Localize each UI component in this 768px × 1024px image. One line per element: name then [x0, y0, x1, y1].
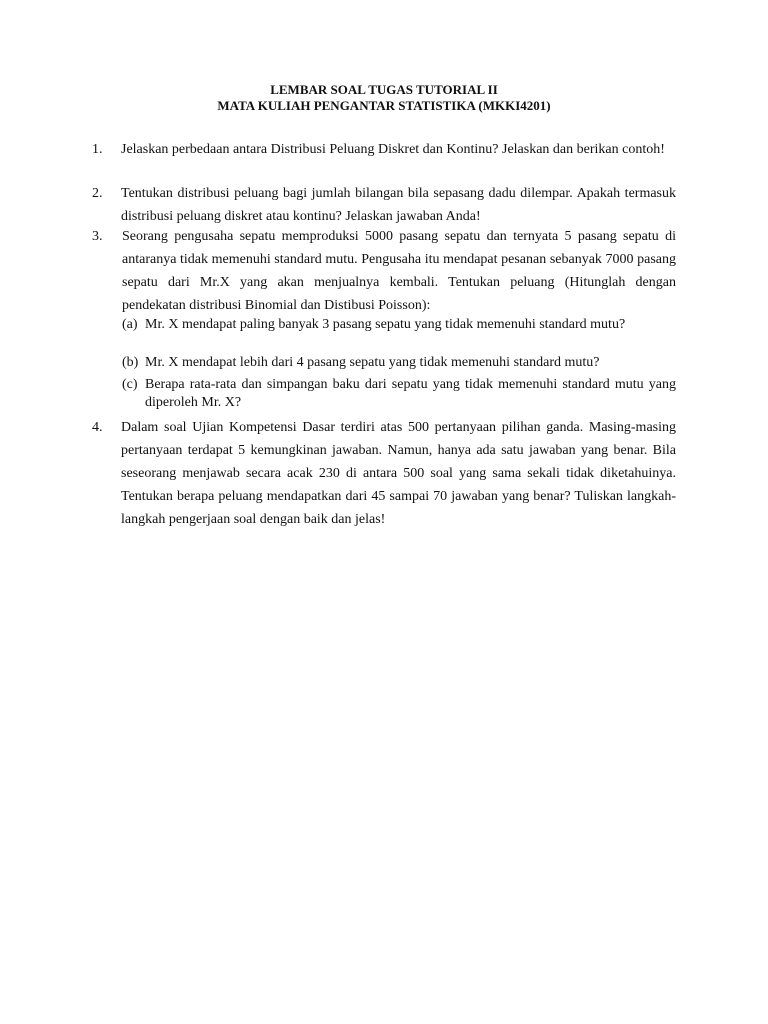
question-text: Tentukan distribusi peluang bagi jumlah bilangan bila sepasang dadu dilempar. Apakah termasuk distribusi peluang diskret atau kontinu? Jelaskan jawaban Anda! — [121, 186, 676, 224]
subitem-b — [122, 354, 676, 372]
question-number: 2. — [92, 186, 103, 201]
question-text: Jelaskan perbedaan antara Distribusi Peluang Diskret dan Kontinu? Jelaskan dan berikan contoh! — [121, 142, 665, 157]
subitem-text: Mr. X mendapat lebih dari 4 pasang sepatu yang tidak memenuhi standard mutu? — [145, 355, 600, 370]
question-text: Dalam soal Ujian Kompetensi Dasar terdiri atas 500 pertanyaan pilihan ganda. Masing-masing pertanyaan terdapat 5 kemungkinan jawaban. Namun, hanya ada satu jawaban yang benar. Bila seseorang menjawab secara acak 230 di antara 500 soal yang sama sekali tidak diketahuinya. Tentukan berapa peluang mendapatkan dari 45 sampai 70 jawaban yang benar? Tuliskan langkah-langkah pengerjaan soal dengan baik dan jelas! — [121, 420, 676, 527]
document-title: LEMBAR SOAL TUGAS TUTORIAL II — [270, 82, 498, 97]
subitem-label: (c) — [122, 377, 138, 392]
question-4 — [92, 416, 676, 531]
question-text: Seorang pengusaha sepatu memproduksi 5000 pasang sepatu dan ternyata 5 pasang sepatu di antaranya tidak memenuhi standard mutu. Pengusaha itu mendapat pesanan sebanyak 7000 pasang sepatu dari Mr.X yang akan menjualnya kembali. Tentukan peluang (Hitunglah dengan pendekatan distribusi Binomial dan Distibusi Poisson): — [122, 229, 676, 313]
question-number: 3. — [92, 229, 103, 244]
question-2 — [92, 182, 676, 228]
question-1 — [92, 138, 676, 161]
subitem-a — [122, 316, 676, 334]
question-number: 4. — [92, 420, 103, 435]
subitem-text: Berapa rata-rata dan simpangan baku dari sepatu yang tidak memenuhi standard mutu yang diperoleh Mr. X? — [145, 377, 676, 410]
course-title: MATA KULIAH PENGANTAR STATISTIKA (MKKI4201) — [217, 98, 551, 113]
question-3 — [92, 225, 676, 317]
question-number: 1. — [92, 142, 103, 157]
subitem-text: Mr. X mendapat paling banyak 3 pasang sepatu yang tidak memenuhi standard mutu? — [145, 317, 626, 332]
subitem-label: (a) — [122, 317, 138, 332]
subitem-label: (b) — [122, 355, 139, 370]
subitem-c — [122, 376, 676, 412]
